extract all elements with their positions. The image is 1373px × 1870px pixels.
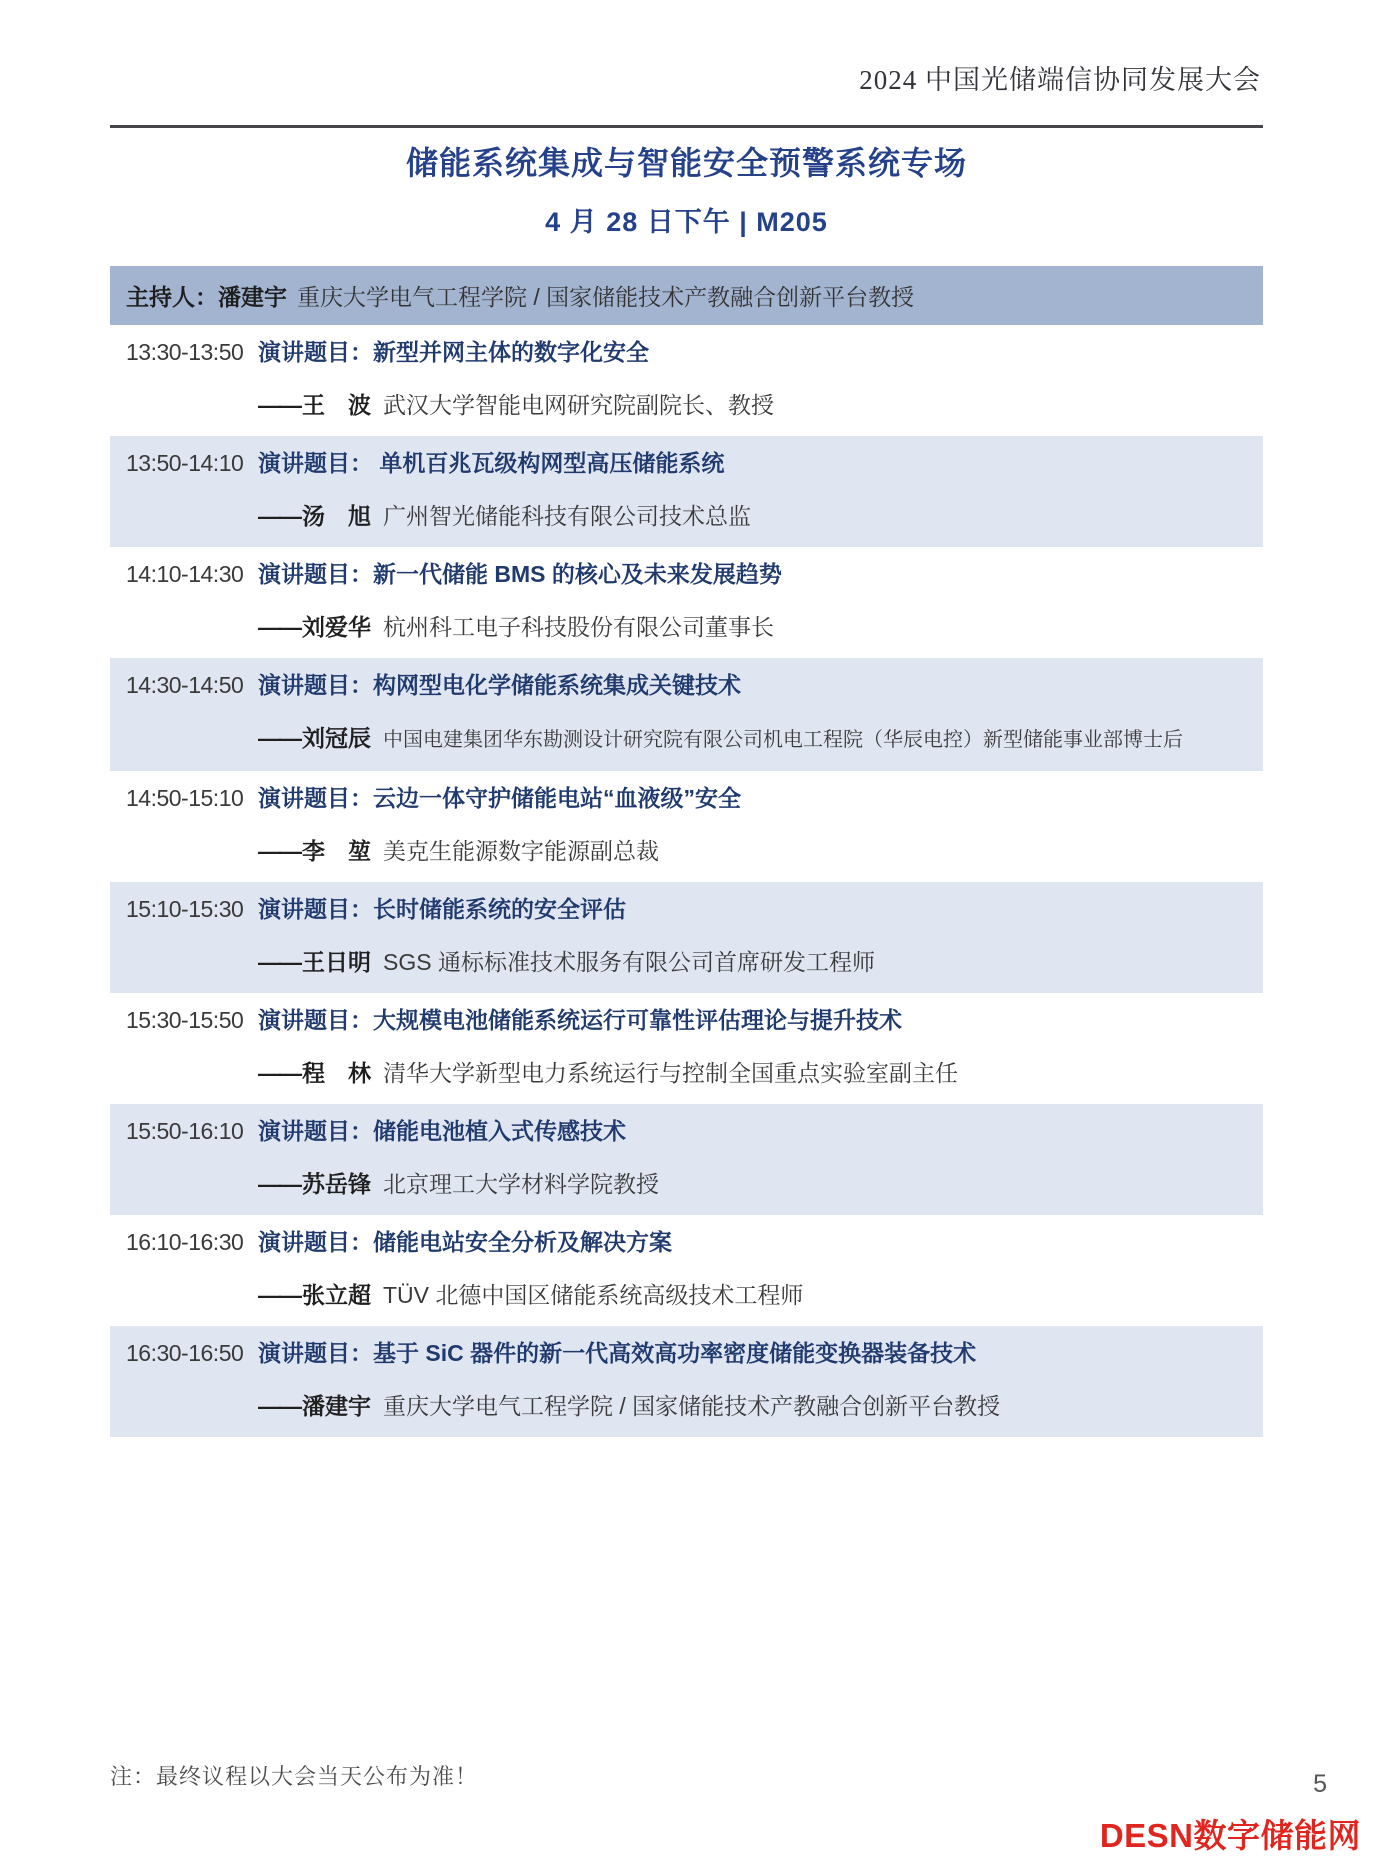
speaker-line [258, 1059, 1245, 1087]
speaker-dash: —— [258, 1393, 300, 1419]
speaker-line [258, 724, 1245, 754]
footer-note: 注：最终议程以大会当天公布为准！ [110, 1764, 479, 1789]
session-time: 14:30-14:50 [126, 672, 244, 698]
session-row [110, 436, 1263, 547]
speaker-dash: —— [258, 949, 300, 975]
session-details [258, 449, 1245, 530]
session-list [110, 325, 1263, 1437]
speaker-line [258, 502, 1245, 530]
speaker-affiliation: 中国电建集团华东勘测设计研究院有限公司机电工程院（华辰电控）新型储能事业部博士后 [383, 729, 1183, 751]
speaker-affiliation: 美克生能源数字能源副总裁 [383, 838, 659, 864]
session-row [110, 771, 1263, 882]
session-topic: 演讲题目：大规模电池储能系统运行可靠性评估理论与提升技术 [258, 1007, 902, 1033]
session-time: 15:10-15:30 [126, 896, 244, 922]
speaker-dash: —— [258, 1171, 300, 1197]
speaker-line [258, 1392, 1245, 1420]
session-details [258, 895, 1245, 976]
speaker-name: 刘冠辰 [302, 725, 371, 751]
moderator-label: 主持人： [126, 284, 218, 310]
session-details [258, 1339, 1245, 1420]
session-topic: 演讲题目：云边一体守护储能电站“血液级”安全 [258, 785, 741, 811]
session-time: 16:10-16:30 [126, 1229, 244, 1255]
moderator-affiliation: 重庆大学电气工程学院 / 国家储能技术产教融合创新平台教授 [297, 284, 915, 310]
session-topic: 演讲题目：储能电站安全分析及解决方案 [258, 1229, 672, 1255]
speaker-name: 程 林 [302, 1060, 371, 1086]
speaker-affiliation: 武汉大学智能电网研究院副院长、教授 [383, 392, 774, 418]
speaker-dash: —— [258, 725, 300, 751]
speaker-dash: —— [258, 614, 300, 640]
page-number: 5 [1313, 1770, 1327, 1798]
moderator-row [110, 266, 1263, 325]
session-details [258, 560, 1245, 641]
speaker-affiliation: SGS 通标标准技术服务有限公司首席研发工程师 [383, 949, 875, 975]
session-time: 13:30-13:50 [126, 339, 244, 365]
speaker-affiliation: 广州智光储能科技有限公司技术总监 [383, 503, 751, 529]
moderator-name: 潘建宇 [218, 284, 287, 310]
session-time: 14:50-15:10 [126, 785, 244, 811]
session-topic: 演讲题目：构网型电化学储能系统集成关键技术 [258, 672, 741, 698]
speaker-affiliation: 清华大学新型电力系统运行与控制全国重点实验室副主任 [383, 1060, 958, 1086]
speaker-line [258, 391, 1245, 419]
session-row [110, 882, 1263, 993]
session-time: 15:50-16:10 [126, 1118, 244, 1144]
session-time: 16:30-16:50 [126, 1340, 244, 1366]
session-topic: 演讲题目：基于 SiC 器件的新一代高效高功率密度储能变换器装备技术 [258, 1340, 977, 1366]
speaker-name: 苏岳锋 [302, 1171, 371, 1197]
session-row [110, 325, 1263, 436]
speaker-name: 李 堃 [302, 838, 371, 864]
speaker-dash: —— [258, 392, 300, 418]
speaker-line [258, 837, 1245, 865]
session-topic: 演讲题目：储能电池植入式传感技术 [258, 1118, 626, 1144]
speaker-name: 潘建宇 [302, 1393, 371, 1419]
speaker-dash: —— [258, 503, 300, 529]
speaker-dash: —— [258, 838, 300, 864]
speaker-line [258, 613, 1245, 641]
header-divider [110, 125, 1263, 128]
session-topic: 演讲题目：新一代储能 BMS 的核心及未来发展趋势 [258, 561, 782, 587]
session-time: 14:10-14:30 [126, 561, 244, 587]
session-datetime-room: 4 月 28 日下午 | M205 [545, 207, 828, 237]
session-topic: 演讲题目：新型并网主体的数字化安全 [258, 339, 649, 365]
speaker-affiliation: 杭州科工电子科技股份有限公司董事长 [383, 614, 774, 640]
session-row [110, 547, 1263, 658]
speaker-name: 汤 旭 [302, 503, 371, 529]
session-time: 13:50-14:10 [126, 450, 244, 476]
session-details [258, 671, 1245, 754]
conference-title: 2024 中国光储端信协同发展大会 [859, 65, 1261, 95]
desn-logo: DESN数字储能网 [1099, 1817, 1361, 1854]
speaker-dash: —— [258, 1060, 300, 1086]
session-details [258, 338, 1245, 419]
session-topic: 演讲题目： 单机百兆瓦级构网型高压储能系统 [258, 450, 725, 476]
speaker-line [258, 1170, 1245, 1198]
session-row [110, 658, 1263, 771]
speaker-name: 刘爱华 [302, 614, 371, 640]
speaker-name: 张立超 [302, 1282, 371, 1308]
speaker-line [258, 948, 1245, 976]
session-row [110, 993, 1263, 1104]
speaker-dash: —— [258, 1282, 300, 1308]
speaker-affiliation: TÜV 北德中国区储能系统高级技术工程师 [383, 1282, 804, 1308]
session-details [258, 1006, 1245, 1087]
session-row [110, 1215, 1263, 1326]
speaker-name: 王 波 [302, 392, 371, 418]
agenda-table [110, 266, 1263, 1437]
session-topic: 演讲题目：长时储能系统的安全评估 [258, 896, 626, 922]
speaker-line [258, 1281, 1245, 1309]
session-details [258, 784, 1245, 865]
session-time: 15:30-15:50 [126, 1007, 244, 1033]
speaker-affiliation: 重庆大学电气工程学院 / 国家储能技术产教融合创新平台教授 [383, 1393, 1001, 1419]
session-row [110, 1104, 1263, 1215]
speaker-affiliation: 北京理工大学材料学院教授 [383, 1171, 659, 1197]
session-details [258, 1117, 1245, 1198]
session-details [258, 1228, 1245, 1309]
session-title: 储能系统集成与智能安全预警系统专场 [405, 145, 967, 181]
speaker-name: 王日明 [302, 949, 371, 975]
session-row [110, 1326, 1263, 1437]
